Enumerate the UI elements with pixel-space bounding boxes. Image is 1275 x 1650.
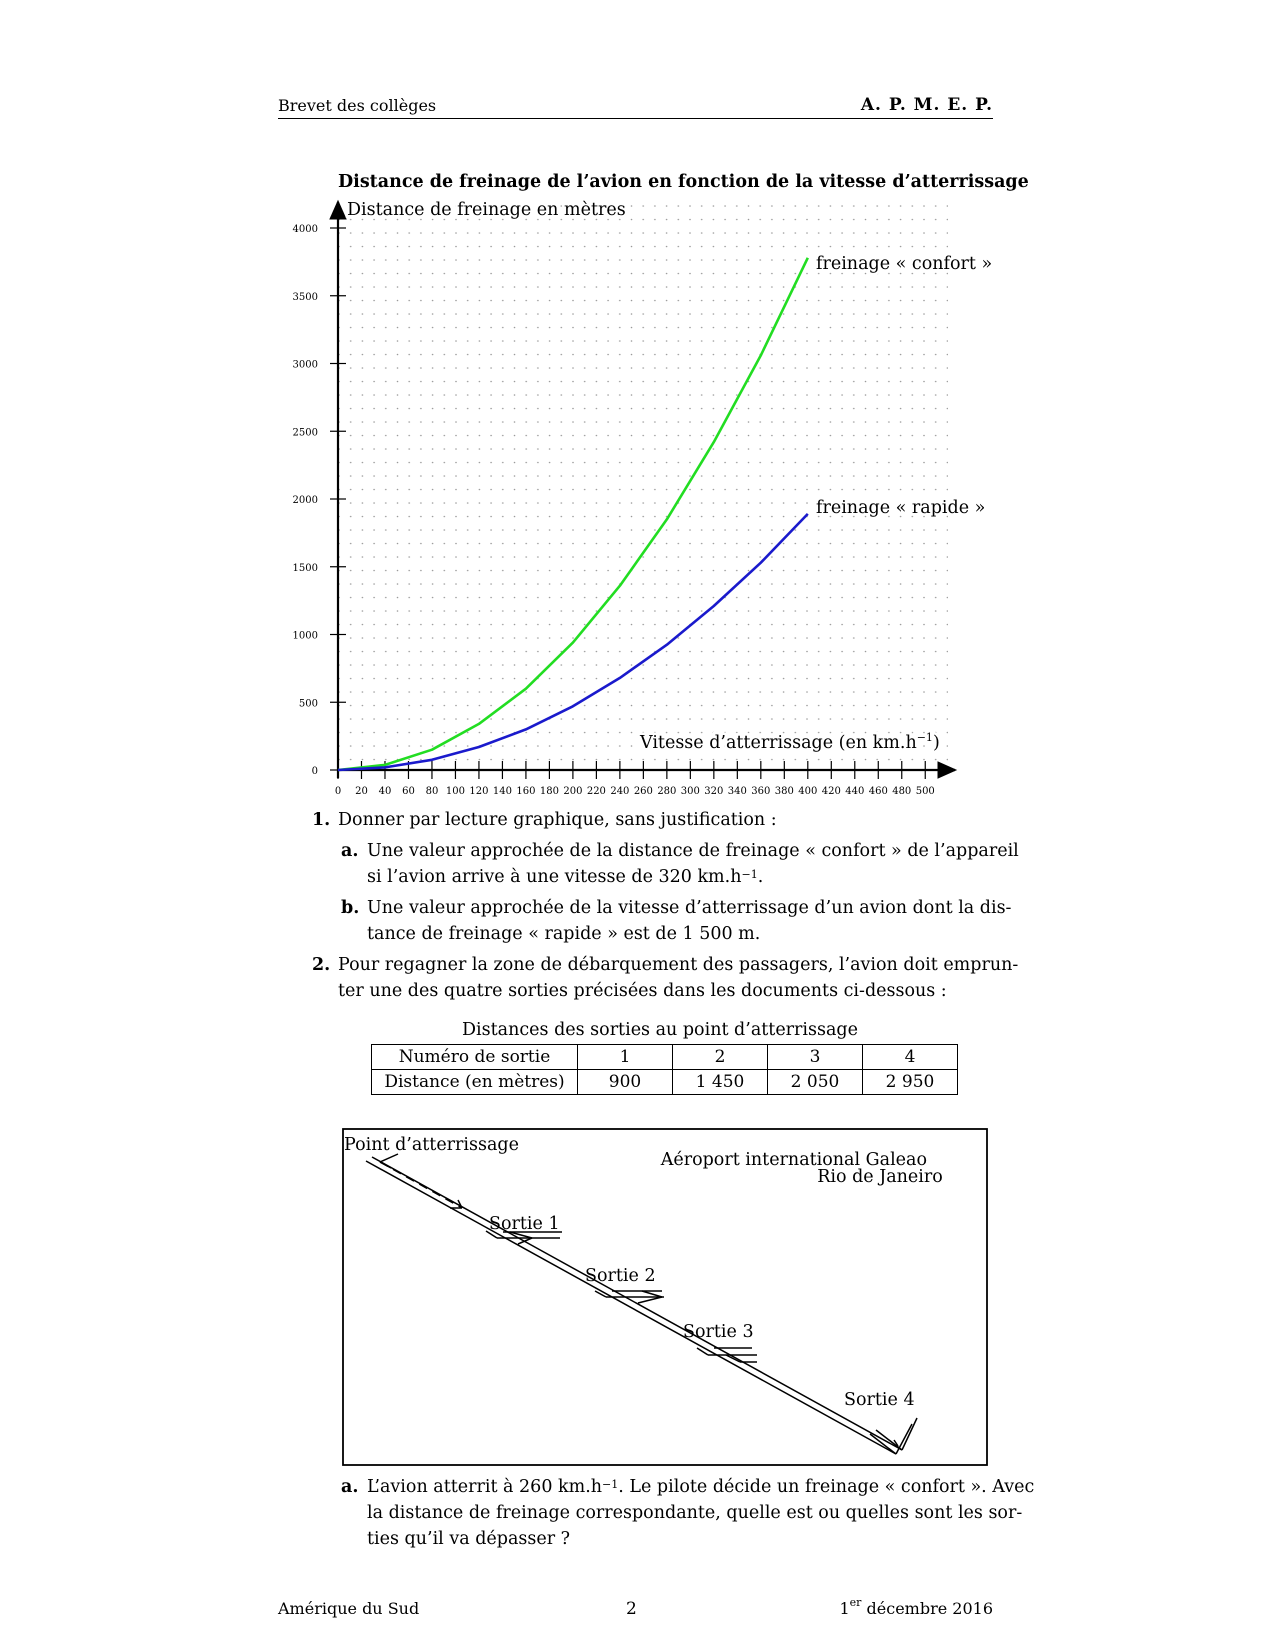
x-axis-label: Vitesse d’atterrissage (en $km.h^{-1}$): [640, 731, 940, 753]
q2a-label: a.: [341, 1477, 359, 1497]
x-tick-label: 360: [751, 786, 771, 797]
table-row: [372, 1070, 958, 1095]
y-tick-label: 3500: [292, 291, 318, 303]
x-tick-label: 120: [469, 786, 489, 797]
chart-grid: [338, 200, 948, 770]
table-cell: Numéro de sortie: [372, 1045, 578, 1070]
y-tick-label: 500: [298, 698, 318, 710]
table-cell: 4: [863, 1045, 958, 1070]
q1a-label: a.: [341, 841, 359, 861]
y-tick-label: 0: [311, 766, 318, 777]
q1a-text-1: Une valeur approchée de la distance de freinage « confort » de l’appareil: [367, 841, 1019, 861]
table-cell: 2 950: [863, 1070, 958, 1095]
q1b-text-1: Une valeur approchée de la vitesse d’atterrissage d’un avion dont la dis-: [367, 898, 1012, 918]
table-row: [372, 1045, 958, 1070]
header-left: Brevet des collèges: [278, 96, 437, 115]
footer-left: Amérique du Sud: [278, 1599, 420, 1618]
table-cell: 2: [673, 1045, 768, 1070]
exit-4-label: Sortie 4: [844, 1390, 915, 1410]
x-tick-label: 380: [774, 786, 794, 797]
table-cell: 900: [578, 1070, 673, 1095]
airport-name: Aéroport international Galeao: [660, 1150, 927, 1170]
y-tick-label: 2000: [292, 495, 318, 506]
x-tick-label: 240: [610, 786, 630, 797]
legend-rapide: freinage « rapide »: [816, 498, 986, 518]
legend-confort: freinage « confort »: [816, 254, 993, 274]
footer-right: 1er décembre 2016: [839, 1596, 993, 1618]
y-tick-label: 3000: [292, 359, 318, 371]
x-tick-label: 80: [425, 786, 439, 797]
x-tick-label: 40: [378, 786, 392, 797]
q1a-text-2: si l’avion arrive à une vitesse de 320 $km.h^{-1}$.: [367, 867, 764, 887]
q1-text: Donner par lecture graphique, sans justification :: [338, 810, 777, 830]
q2a-text-3: ties qu’il va dépasser ?: [367, 1529, 571, 1549]
q2-text-2: ter une des quatre sorties précisées dans les documents ci-dessous :: [338, 981, 947, 1001]
x-tick-label: 20: [355, 786, 368, 797]
x-tick-label: 480: [892, 786, 912, 797]
table-cell: Distance (en mètres): [372, 1070, 578, 1095]
chart-title: Distance de freinage de l’avion en fonction de la vitesse d’atterrissage: [338, 172, 1029, 192]
runway-map: [342, 1128, 988, 1468]
q2-number: 2.: [312, 955, 331, 975]
x-tick-label: 260: [633, 786, 653, 797]
airport-city: Rio de Janeiro: [817, 1167, 943, 1187]
x-tick-label: 180: [539, 786, 559, 797]
header-right: A. P. M. E. P.: [860, 95, 993, 115]
x-tick-label: 460: [868, 786, 888, 797]
x-tick-label: 0: [334, 786, 342, 797]
q1b-label: b.: [341, 898, 360, 918]
x-tick-label: 200: [563, 786, 583, 797]
y-tick-label: 4000: [292, 224, 318, 235]
braking-chart: [0, 0, 1275, 810]
table-cell: 1 450: [673, 1070, 768, 1095]
x-tick-label: 420: [821, 786, 841, 797]
q1b-text-2: tance de freinage « rapide » est de 1 500 m.: [367, 924, 761, 944]
x-tick-label: 60: [402, 786, 415, 797]
x-tick-label: 100: [445, 786, 465, 797]
x-tick-label: 280: [657, 786, 677, 797]
x-tick-label: 160: [516, 786, 536, 797]
x-tick-label: 500: [915, 786, 935, 797]
x-tick-label: 340: [727, 786, 747, 797]
q1-number: 1.: [312, 810, 331, 830]
q2a-text-2: la distance de freinage correspondante, quelle est ou quelles sont les sor-: [367, 1503, 1023, 1523]
y-tick-label: 1500: [292, 562, 318, 574]
y-tick-label: 2500: [292, 427, 318, 439]
page-number: 2: [626, 1599, 637, 1619]
x-tick-label: 400: [798, 786, 818, 797]
y-tick-label: 1000: [292, 630, 318, 642]
table-cell: 2 050: [768, 1070, 863, 1095]
exits-table: [371, 1044, 958, 1095]
x-tick-label: 440: [845, 786, 865, 797]
x-tick-label: 140: [492, 786, 512, 797]
table-cell: 3: [768, 1045, 863, 1070]
x-tick-label: 220: [586, 786, 606, 797]
exit-3-label: Sortie 3: [683, 1322, 754, 1342]
x-tick-label: 300: [680, 786, 700, 797]
exit-2-label: Sortie 2: [585, 1266, 656, 1286]
q2-text-1: Pour regagner la zone de débarquement des passagers, l’avion doit emprun-: [338, 955, 1019, 975]
table-caption: Distances des sorties au point d’atterrissage: [462, 1020, 858, 1040]
y-axis-label: Distance de freinage en mètres: [347, 200, 626, 220]
q2a-text-1: L’avion atterrit à 260 $km.h^{-1}$. Le pilote décide un freinage « confort ». Avec: [367, 1477, 1035, 1497]
landing-point-label: Point d’atterrissage: [344, 1135, 519, 1155]
table-cell: 1: [578, 1045, 673, 1070]
exit-1-label: Sortie 1: [489, 1214, 560, 1234]
x-tick-label: 320: [704, 786, 724, 797]
